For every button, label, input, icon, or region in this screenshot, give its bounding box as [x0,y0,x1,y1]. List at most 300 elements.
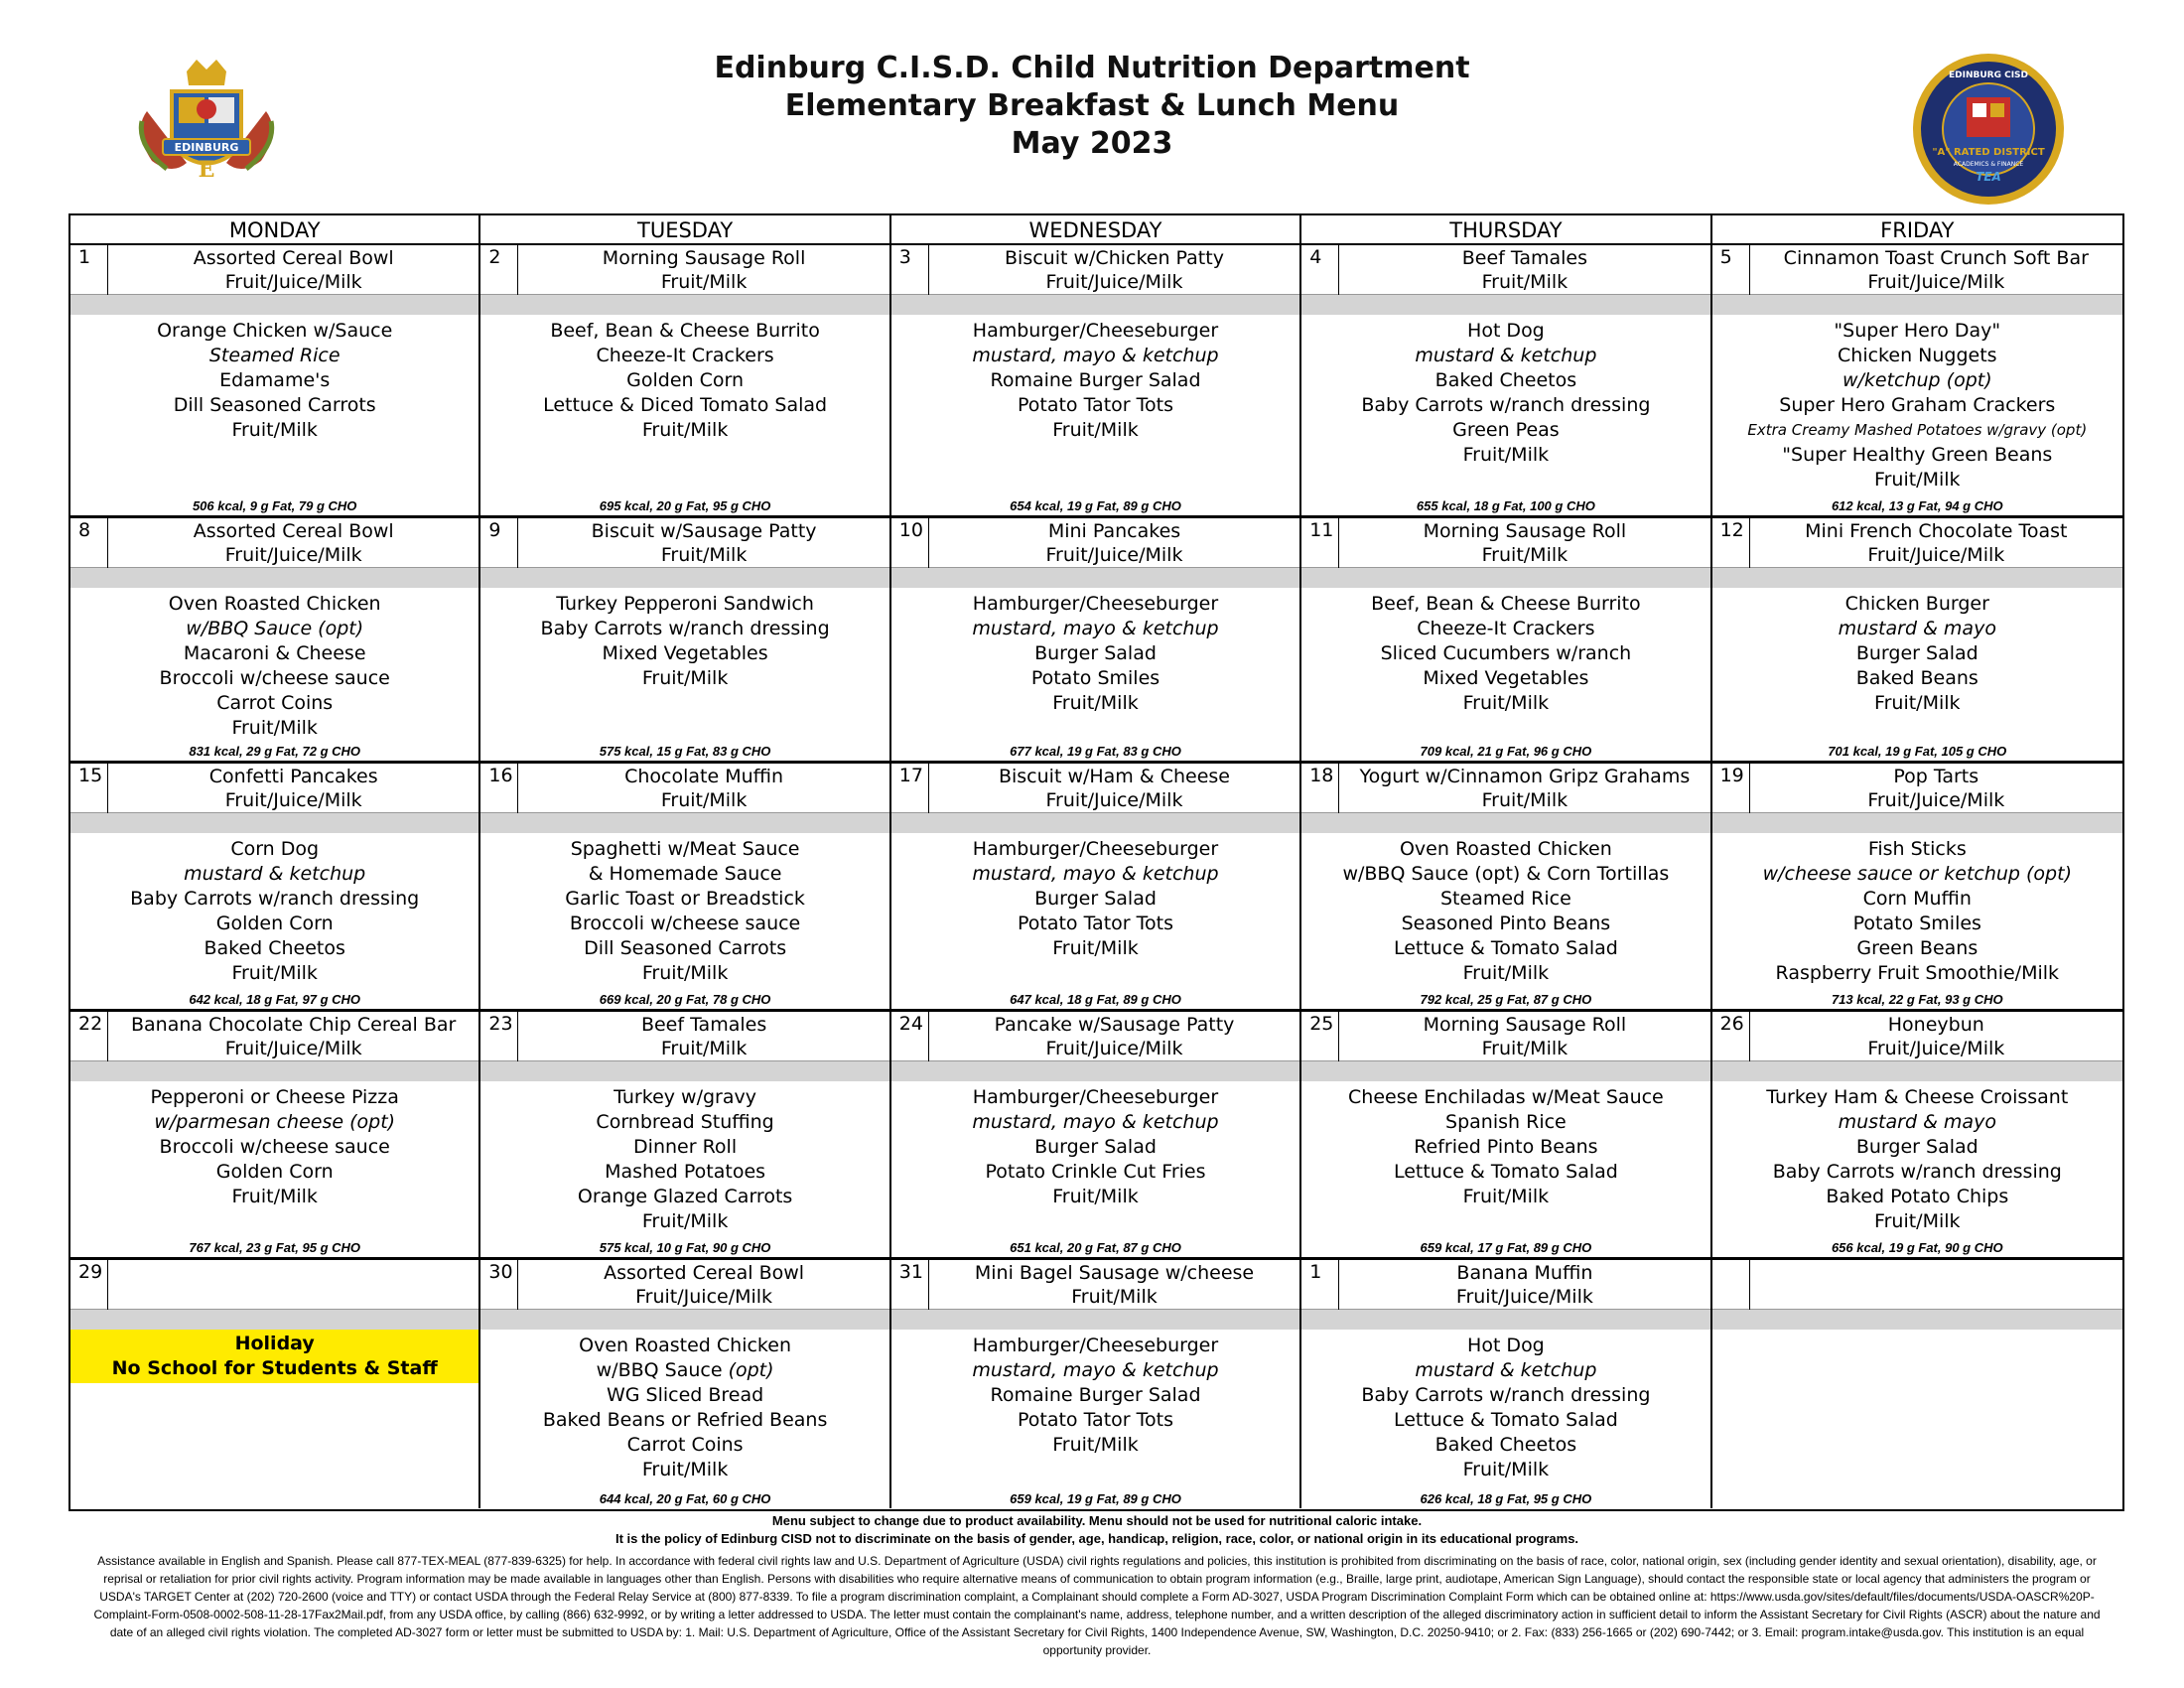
lunch-item: Fish Sticks [1867,838,1967,860]
breakfast-item: Fruit/Juice/Milk [1045,544,1183,566]
day-number: 10 [891,518,929,568]
lunch-item: Broccoli w/cheese sauce [569,913,801,934]
lunch-item: Dill Seasoned Carrots [584,937,787,959]
lunch-item: mustard & ketchup [1415,345,1597,366]
day-number: 25 [1301,1012,1339,1061]
crest-text: EDINBURG [174,141,239,154]
lunch-item: Baby Carrots w/ranch dressing [130,888,420,910]
breakfast-item: Beef Tamales [1461,247,1588,269]
breakfast-item: Morning Sausage Roll [1423,520,1627,542]
breakfast-section [1301,1012,1709,1061]
breakfast-item: Fruit/Juice/Milk [224,789,362,811]
title-line-2: Elementary Breakfast & Lunch Menu [784,88,1400,123]
lunch-item: mustard & mayo [1838,1111,1996,1133]
day-cell [70,518,480,761]
lunch-item: Oven Roasted Chicken [579,1335,791,1356]
day-number: 30 [480,1260,518,1310]
lunch-item: Macaroni & Cheese [183,642,366,664]
lunch-item: Fruit/Milk [1462,444,1550,466]
lunch-item: Hamburger/Cheeseburger [972,1086,1219,1108]
lunch-item: Mixed Vegetables [1423,667,1589,689]
lunch-item: Dill Seasoned Carrots [173,394,376,416]
lunch-item: Corn Dog [230,838,320,860]
day-number: 31 [891,1260,929,1310]
divider-band [480,1310,888,1330]
lunch-item: Hamburger/Cheeseburger [972,593,1219,615]
breakfast-items [1339,1012,1709,1060]
day-cell [70,245,480,515]
lunch-item: Raspberry Fruit Smoothie/Milk [1775,962,2060,984]
lunch-section [480,1081,888,1257]
lunch-item: w/BBQ Sauce (opt) & Corn Tortillas [1342,863,1670,885]
lunch-item: Extra Creamy Mashed Potatoes w/gravy (opt) [1747,421,2088,439]
lunch-item: Oven Roasted Chicken [168,593,381,615]
divider-band [891,813,1299,833]
lunch-item: Lettuce & Tomato Salad [1393,937,1618,959]
lunch-item: Fruit/Milk [641,419,729,441]
lunch-item: Baked Potato Chips [1826,1186,2009,1207]
day-number: 16 [480,764,518,813]
day-cell [480,1260,890,1508]
breakfast-section [480,245,888,295]
day-number: 2 [480,245,518,295]
nutrition-info: 659 kcal, 17 g Fat, 89 g CHO [1420,1240,1592,1255]
lunch-item: Cheeze-It Crackers [596,345,774,366]
breakfast-section [891,1012,1299,1061]
breakfast-items [1750,245,2122,294]
seal-text-3: ACADEMICS & FINANCE [1953,161,2024,168]
breakfast-item: Fruit/Juice/Milk [224,271,362,293]
breakfast-item: Biscuit w/Chicken Patty [1005,247,1224,269]
lunch-item: Hot Dog [1467,1335,1545,1356]
breakfast-section [891,245,1299,295]
divider-band [480,568,888,588]
breakfast-items [929,518,1299,567]
lunch-section [891,833,1299,1009]
breakfast-item: Fruit/Milk [660,544,748,566]
lunch-section [480,833,888,1009]
breakfast-item: Fruit/Milk [1481,789,1569,811]
lunch-section [1712,1330,2122,1508]
divider-band [1712,1310,2122,1330]
nutrition-info: 575 kcal, 15 g Fat, 83 g CHO [599,744,771,759]
lunch-item: Potato Tator Tots [1017,913,1173,934]
breakfast-item: Morning Sausage Roll [1423,1014,1627,1036]
divider-band [70,1310,478,1330]
nutrition-info: 831 kcal, 29 g Fat, 72 g CHO [189,744,361,759]
divider-band [891,568,1299,588]
day-cell [891,518,1301,761]
breakfast-items [1339,1260,1709,1309]
breakfast-item: Mini Bagel Sausage w/cheese [974,1262,1255,1284]
breakfast-item: Fruit/Milk [660,271,748,293]
lunch-item: Oven Roasted Chicken [1399,838,1612,860]
lunch-item: Turkey Pepperoni Sandwich [556,593,814,615]
breakfast-item: Pop Tarts [1893,766,1979,787]
nutrition-info: 655 kcal, 18 g Fat, 100 g CHO [1416,498,1595,513]
breakfast-item: Fruit/Juice/Milk [1045,1038,1183,1059]
lunch-item: Potato Tator Tots [1017,394,1173,416]
nutrition-info: 695 kcal, 20 g Fat, 95 g CHO [599,498,771,513]
day-number: 9 [480,518,518,568]
lunch-item: Potato Smiles [1030,667,1160,689]
day-number: 1 [70,245,108,295]
lunch-section [480,588,888,761]
divider-band [1712,568,2122,588]
breakfast-item: Biscuit w/Sausage Patty [591,520,817,542]
breakfast-item: Fruit/Juice/Milk [1045,271,1183,293]
lunch-item: Mixed Vegetables [602,642,768,664]
lunch-item: Fruit/Milk [231,717,318,739]
lunch-item: w/BBQ Sauce (opt) [186,618,364,639]
lunch-section [1712,588,2122,761]
weekday-friday: FRIDAY [1880,218,1955,242]
lunch-item: "Super Hero Day" [1834,320,2001,342]
lunch-item: Fruit/Milk [1052,419,1139,441]
breakfast-items [108,1260,478,1309]
breakfast-items [1750,1012,2122,1060]
seal-text-2: "A" RATED DISTRICT [1932,147,2045,158]
breakfast-item: Honeybun [1887,1014,1984,1036]
breakfast-section [891,518,1299,568]
breakfast-items [108,518,478,567]
day-number: 11 [1301,518,1339,568]
day-number: 22 [70,1012,108,1061]
day-cell [1301,1012,1711,1257]
lunch-item: Hamburger/Cheeseburger [972,320,1219,342]
lunch-item: Edamame's [219,369,331,391]
nutrition-info: 506 kcal, 9 g Fat, 79 g CHO [192,498,357,513]
lunch-item: Burger Salad [1034,888,1157,910]
lunch-item: Burger Salad [1034,642,1157,664]
breakfast-section [70,1260,478,1310]
week-row [70,245,2122,518]
breakfast-item: Mini French Chocolate Toast [1805,520,2068,542]
nutrition-info: 767 kcal, 23 g Fat, 95 g CHO [189,1240,361,1255]
lunch-item: & Homemade Sauce [588,863,782,885]
breakfast-section [1712,518,2122,568]
breakfast-items [108,764,478,812]
day-cell [1712,764,2122,1009]
lunch-item: Fruit/Milk [1052,937,1139,959]
lunch-item: Baby Carrots w/ranch dressing [540,618,830,639]
day-cell [1712,518,2122,761]
breakfast-items [1339,518,1709,567]
breakfast-item: Pancake w/Sausage Patty [994,1014,1235,1036]
weekday-header-row [70,215,2122,245]
breakfast-item: Yogurt w/Cinnamon Gripz Grahams [1359,766,1691,787]
breakfast-item: Assorted Cereal Bowl [193,520,394,542]
lunch-item: Mashed Potatoes [605,1161,766,1183]
breakfast-section [480,1260,888,1310]
nutrition-info: 626 kcal, 18 g Fat, 95 g CHO [1420,1491,1592,1506]
lunch-item: Golden Corn [626,369,745,391]
day-cell [1712,1012,2122,1257]
lunch-item: Cornbread Stuffing [596,1111,774,1133]
lunch-item: Fruit/Milk [1052,1434,1139,1456]
breakfast-item: Biscuit w/Ham & Cheese [998,766,1230,787]
lunch-section [1712,833,2122,1009]
divider-band [1301,1061,1709,1081]
breakfast-section [70,764,478,813]
lunch-item: Fruit/Milk [231,962,318,984]
lunch-item: Fruit/Milk [1052,692,1139,714]
breakfast-item: Beef Tamales [640,1014,767,1036]
lunch-item: Pepperoni or Cheese Pizza [150,1086,399,1108]
breakfast-item: Fruit/Juice/Milk [635,1286,773,1308]
lunch-section [1301,588,1709,761]
lunch-item: Lettuce & Tomato Salad [1393,1161,1618,1183]
lunch-item: Fruit/Milk [1462,962,1550,984]
holiday-text: No School for Students & Staff [111,1357,438,1379]
lunch-item: Hot Dog [1467,320,1545,342]
lunch-item: w/ketchup (opt) [1842,369,1992,391]
lunch-item: mustard, mayo & ketchup [972,1359,1219,1381]
lunch-item: Burger Salad [1855,642,1979,664]
divider-band [70,1061,478,1081]
lunch-item: Baked Beans or Refried Beans [542,1409,828,1431]
lunch-item: Fruit/Milk [231,419,318,441]
day-number: 1 [1301,1260,1339,1310]
lunch-item: Romaine Burger Salad [990,1384,1201,1406]
lunch-section [1301,833,1709,1009]
divider-band [480,295,888,315]
lunch-item: Potato Tator Tots [1017,1409,1173,1431]
lunch-item: Refried Pinto Beans [1414,1136,1598,1158]
edinburg-crest-logo [127,52,286,193]
lunch-item: mustard, mayo & ketchup [972,618,1219,639]
lunch-item: Super Hero Graham Crackers [1779,394,2056,416]
breakfast-items [929,1012,1299,1060]
lunch-item: mustard & ketchup [184,863,366,885]
day-number: 19 [1712,764,1750,813]
breakfast-section [1301,1260,1709,1310]
week-row [70,518,2122,764]
lunch-item: Hamburger/Cheeseburger [972,838,1219,860]
lunch-item: Fruit/Milk [1052,1186,1139,1207]
lunch-item: Fruit/Milk [1874,692,1961,714]
breakfast-items [108,245,478,294]
day-cell [891,1260,1301,1508]
nutrition-info: 677 kcal, 19 g Fat, 83 g CHO [1010,744,1181,759]
lunch-item: Fruit/Milk [1874,469,1961,491]
lunch-section [1301,315,1709,515]
divider-band [891,1310,1299,1330]
breakfast-item: Fruit/Milk [1481,544,1569,566]
svg-text:E: E [198,157,215,183]
breakfast-item: Banana Muffin [1456,1262,1593,1284]
lunch-section [1712,315,2122,515]
lunch-item: Lettuce & Tomato Salad [1393,1409,1618,1431]
breakfast-items [518,518,888,567]
lunch-item: Chicken Nuggets [1838,345,1997,366]
holiday-text: Holiday [234,1333,315,1354]
day-number: 23 [480,1012,518,1061]
breakfast-section [1712,764,2122,813]
lunch-item: Beef, Bean & Cheese Burrito [550,320,820,342]
nutrition-info: 659 kcal, 19 g Fat, 89 g CHO [1010,1491,1181,1506]
divider-band [1301,813,1709,833]
lunch-item: Fruit/Milk [1462,1186,1550,1207]
day-number: 18 [1301,764,1339,813]
breakfast-items [108,1012,478,1060]
lunch-item: Seasoned Pinto Beans [1401,913,1611,934]
breakfast-section [70,245,478,295]
lunch-item: Fruit/Milk [1462,692,1550,714]
lunch-item: Orange Glazed Carrots [577,1186,793,1207]
week-row [70,1012,2122,1260]
breakfast-item: Banana Chocolate Chip Cereal Bar [131,1014,457,1036]
lunch-section [70,1081,478,1257]
lunch-item: Potato Smiles [1852,913,1981,934]
footer-policy: It is the policy of Edinburg CISD not to discriminate on the basis of gender, age, handicap, religion, race, color, or national origin in its educational programs. [614,1531,1579,1546]
lunch-item: Baby Carrots w/ranch dressing [1772,1161,2062,1183]
breakfast-section [480,764,888,813]
menu-calendar [68,213,2124,1511]
nutrition-info: 575 kcal, 10 g Fat, 90 g CHO [599,1240,771,1255]
lunch-item: Steamed Rice [1440,888,1571,910]
day-cell [480,518,890,761]
lunch-item: Fruit/Milk [231,1186,318,1207]
breakfast-items [518,764,888,812]
lunch-item: Baby Carrots w/ranch dressing [1361,394,1651,416]
breakfast-items [929,1260,1299,1309]
day-cell [1301,518,1711,761]
nutrition-info: 713 kcal, 22 g Fat, 93 g CHO [1831,992,2003,1007]
breakfast-item: Morning Sausage Roll [602,247,806,269]
breakfast-section [480,518,888,568]
weekday-wednesday: WEDNESDAY [891,215,1301,245]
nutrition-info: 644 kcal, 20 g Fat, 60 g CHO [599,1491,771,1506]
lunch-item: "Super Healthy Green Beans [1782,444,2053,466]
breakfast-items [1750,764,2122,812]
nutrition-info: 654 kcal, 19 g Fat, 89 g CHO [1010,498,1181,513]
breakfast-item: Fruit/Juice/Milk [1867,1038,2005,1059]
day-cell [480,764,890,1009]
breakfast-item: Fruit/Milk [1071,1286,1158,1308]
lunch-item: Spanish Rice [1445,1111,1567,1133]
day-cell [1712,1260,2122,1508]
day-cell [1301,764,1711,1009]
breakfast-section [891,764,1299,813]
lunch-section [480,315,888,515]
lunch-section [891,1081,1299,1257]
nutrition-info: 642 kcal, 18 g Fat, 97 g CHO [189,992,361,1007]
nutrition-info: 701 kcal, 19 g Fat, 105 g CHO [1828,744,2007,759]
lunch-section [891,588,1299,761]
lunch-item: Baked Beans [1855,667,1979,689]
day-cell [891,245,1301,515]
lunch-section [1301,1330,1709,1508]
lunch-item: Burger Salad [1034,1136,1157,1158]
title-line-3: May 2023 [1011,126,1173,161]
page-title [596,50,1588,163]
lunch-item: Fruit/Milk [641,1210,729,1232]
day-cell [480,245,890,515]
a-rated-district-seal-logo [1911,52,2066,207]
lunch-item: Baby Carrots w/ranch dressing [1361,1384,1651,1406]
nutrition-info: 792 kcal, 25 g Fat, 87 g CHO [1420,992,1592,1007]
holiday-banner [70,1330,478,1383]
divider-band [1301,1310,1709,1330]
breakfast-item: Fruit/Juice/Milk [1867,271,2005,293]
divider-band [70,295,478,315]
weekday-thursday: THURSDAY [1301,215,1711,245]
nutrition-info: 709 kcal, 21 g Fat, 96 g CHO [1420,744,1592,759]
lunch-item: Orange Chicken w/Sauce [157,320,393,342]
footer-disclaimer: Menu subject to change due to product availability. Menu should not be used for nutritional caloric intake. [771,1513,1423,1528]
seal-text-1: EDINBURG CISD [1948,70,2029,80]
day-cell [70,1260,480,1508]
breakfast-item: Fruit/Juice/Milk [224,544,362,566]
lunch-item: Fruit/Milk [641,962,729,984]
lunch-item: Burger Salad [1855,1136,1979,1158]
day-number: 5 [1712,245,1750,295]
lunch-item: Broccoli w/cheese sauce [159,667,390,689]
day-number: 3 [891,245,929,295]
divider-band [1712,1061,2122,1081]
day-number: 15 [70,764,108,813]
divider-band [70,813,478,833]
nutrition-info: 647 kcal, 18 g Fat, 89 g CHO [1010,992,1181,1007]
lunch-item: w/cheese sauce or ketchup (opt) [1762,863,2072,885]
breakfast-item: Mini Pancakes [1047,520,1181,542]
footer-usda-statement: Assistance available in English and Spanish. Please call 877-TEX-MEAL (877-839-6325) for help. In accordance with federal civil rights law and U.S. Department of Agriculture (USDA) civil rights regulations and policies, this institution is prohibited from discriminating on the basis of race, color, national origin, sex (including gender identity and sexual orientation), disability, age, or reprisal or retaliation for prior civil rights activity. Program information may be made available in languages other than English. Persons with disabilities who require alternative means of communication to obtain program information (e.g., Braille, large print, audiotape, American Sign Language), should contact the responsible state or local agency that administers the program or USDA's TARGET Center at (202) 720-2600 (voice and TTY) or contact USDA through the Federal Relay Service at (800) 877-8339. To file a program discrimination complaint, a Complainant should complete a Form AD-3027, USDA Program Discrimination Complaint Form which can be obtained online at: https://www.usda.gov/sites/default/files/documents/USDA-OASCR%20P-Complaint-Form-0508-0002-508-11-28-17Fax2Mail.pdf, from any USDA office, by calling (866) 632-9992, or by writing a letter addressed to USDA. The letter must contain the complainant's name, address, telephone number, and a written description of the alleged discriminatory action in sufficient detail to inform the Assistant Secretary for Civil Rights (ASCR) about the nature and date of an alleged civil rights violation. The completed AD-3027 form or letter must be submitted to USDA by: 1. Mail: U.S. Department of Agriculture, Office of the Assistant Secretary for Civil Rights, 1400 Independence Avenue, SW, Washington, D.C. 20250-9410; or 2. Fax: (833) 256-1665 or (202) 690-7442; or 3. Email: program.intake@usda.gov. This institution is an equal opportunity provider. [93,1554,2101,1657]
divider-band [480,813,888,833]
breakfast-section [480,1012,888,1061]
day-number: 12 [1712,518,1750,568]
lunch-item: mustard, mayo & ketchup [972,345,1219,366]
day-cell [70,764,480,1009]
lunch-item: Fruit/Milk [1462,1459,1550,1480]
day-cell [70,1012,480,1257]
breakfast-items [1339,245,1709,294]
breakfast-item: Fruit/Juice/Milk [1867,789,2005,811]
divider-band [70,568,478,588]
day-number: 26 [1712,1012,1750,1061]
lunch-item: Baked Cheetos [204,937,345,959]
title-line-1: Edinburg C.I.S.D. Child Nutrition Department [714,51,1470,85]
lunch-item: Carrot Coins [216,692,334,714]
nutrition-info: 612 kcal, 13 g Fat, 94 g CHO [1831,498,2003,513]
day-number: 29 [70,1260,108,1310]
day-number: 8 [70,518,108,568]
lunch-item: mustard, mayo & ketchup [972,863,1219,885]
lunch-item: Sliced Cucumbers w/ranch [1380,642,1632,664]
breakfast-item: Fruit/Milk [1481,271,1569,293]
lunch-item: mustard, mayo & ketchup [972,1111,1219,1133]
lunch-section [480,1330,888,1508]
breakfast-item: Fruit/Juice/Milk [1455,1286,1593,1308]
lunch-item: mustard & ketchup [1415,1359,1597,1381]
lunch-item: w/parmesan cheese (opt) [154,1111,396,1133]
lunch-item: Beef, Bean & Cheese Burrito [1371,593,1641,615]
lunch-item: Garlic Toast or Breadstick [565,888,805,910]
breakfast-items [929,245,1299,294]
lunch-item: Steamed Rice [208,345,341,366]
divider-band [1301,568,1709,588]
lunch-item: Hamburger/Cheeseburger [972,1335,1219,1356]
week-row [70,1260,2122,1508]
lunch-item: Spaghetti w/Meat Sauce [570,838,800,860]
day-number: 4 [1301,245,1339,295]
lunch-item: Cheese Enchiladas w/Meat Sauce [1348,1086,1664,1108]
divider-band [891,295,1299,315]
lunch-section [1712,1081,2122,1257]
breakfast-item: Fruit/Milk [660,789,748,811]
day-cell [891,1012,1301,1257]
breakfast-item: Fruit/Juice/Milk [1867,544,2005,566]
